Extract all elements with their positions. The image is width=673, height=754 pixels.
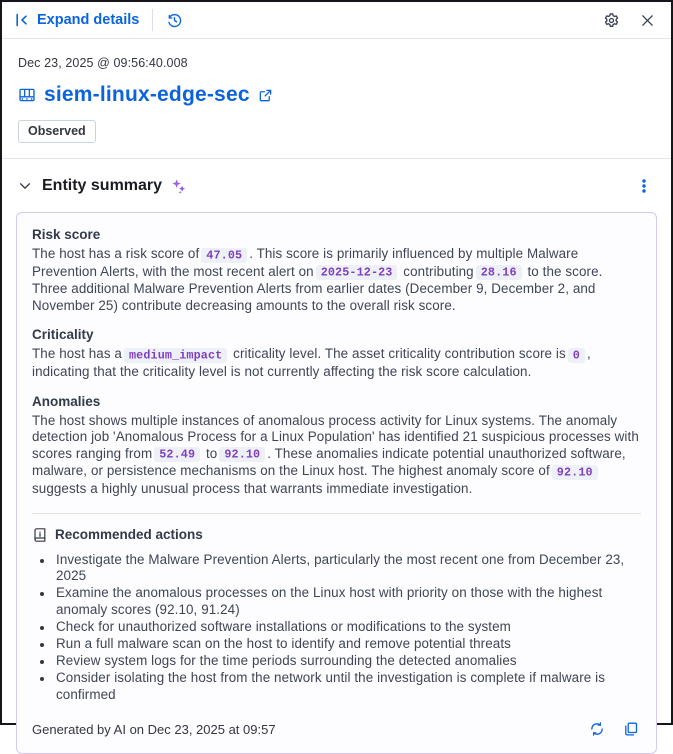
storage-rack-icon (18, 86, 36, 104)
sparkles-icon (169, 177, 188, 196)
summary-options-button[interactable] (633, 174, 655, 198)
expand-details-button[interactable] (14, 12, 139, 28)
refresh-icon (589, 721, 605, 737)
copy-button[interactable] (621, 719, 641, 739)
expand-details-label: Expand details (37, 12, 140, 28)
recommended-action-item: • Review system logs for the time periods surrounding the detected anomalies (54, 653, 641, 670)
recommended-actions-list (54, 552, 641, 704)
anomalies-text: The host shows multiple instances of anomalous process activity for Linux systems. The anomaly detection job 'Anomalous Process for a Linux Population' has identified 21 suspicious processes with scores ranging from 52.49 to 92.10 . These anomalies indicate potential unauthorized software, malware, or persistence mechanisms on the Linux host. The highest anomaly score of 92.10 suggests a highly unusual process that warrants immediate investigation. (32, 412, 639, 496)
recommended-action-item: • Run a full malware scan on the host to identify and remove potential threats (54, 636, 641, 653)
gear-icon (603, 12, 620, 29)
anomalies-heading: Anomalies (32, 393, 101, 409)
risk-score-text: The host has a risk score of 47.05 . This score is primarily influenced by multiple Malware Prevention Alerts, with the most recent alert on 2025-12-23 contributing 28.16 to the score. Three additional Malware Prevention Alerts from earlier dates (December 9, December 2, and November 25) contribute decreasing amounts to the overall risk score. (32, 246, 603, 313)
book-info-icon (32, 527, 48, 543)
settings-button[interactable] (601, 10, 622, 31)
recommended-action-item: • Examine the anomalous processes on the Linux host with priority on those with the highest anomaly scores (92.10, 91.24) (54, 585, 641, 618)
recommended-actions-heading: Recommended actions (55, 527, 203, 543)
recommended-action-item: • Check for unauthorized software installations or modifications to the system (54, 619, 641, 636)
event-timestamp: Dec 23, 2025 @ 09:56:40.008 (18, 56, 188, 70)
chevron-down-icon (18, 179, 32, 193)
host-name: siem-linux-edge-sec (44, 83, 250, 106)
observed-badge: Observed (18, 120, 96, 143)
entity-summary-card (16, 212, 657, 754)
recommended-action-item: • Consider isolating the host from the network until the investigation is complete if malware is confirmed (54, 670, 641, 703)
card-divider (32, 513, 641, 514)
close-button[interactable] (638, 11, 657, 30)
history-button[interactable] (164, 10, 185, 31)
summary-footer (32, 719, 641, 741)
entity-summary-header (2, 159, 671, 208)
flyout-toolbar (2, 2, 671, 39)
history-icon (166, 12, 183, 29)
collapse-summary-button[interactable] (16, 177, 34, 195)
generated-by-ai-text: Generated by AI on Dec 23, 2025 at 09:57 (32, 721, 276, 737)
arrow-to-start-icon (14, 12, 30, 28)
risk-score-heading: Risk score (32, 227, 101, 242)
entity-header (2, 39, 671, 158)
criticality-heading: Criticality (32, 327, 94, 343)
close-icon (640, 13, 655, 28)
copy-icon (623, 721, 639, 737)
toolbar-divider (152, 9, 153, 31)
criticality-text: The host has a medium_impact criticality level. The asset criticality contribution score is 0 , indicating that the criticality level is not currently affecting the risk score calculation. (32, 346, 591, 379)
regenerate-button[interactable] (587, 719, 607, 739)
recommended-action-item: • Investigate the Malware Prevention Alerts, particularly the most recent one from December 23, 2025 (54, 552, 641, 585)
entity-summary-title: Entity summary (42, 177, 163, 194)
host-name-link[interactable] (18, 83, 273, 107)
external-link-icon (258, 88, 273, 103)
kebab-menu-icon (637, 178, 651, 194)
